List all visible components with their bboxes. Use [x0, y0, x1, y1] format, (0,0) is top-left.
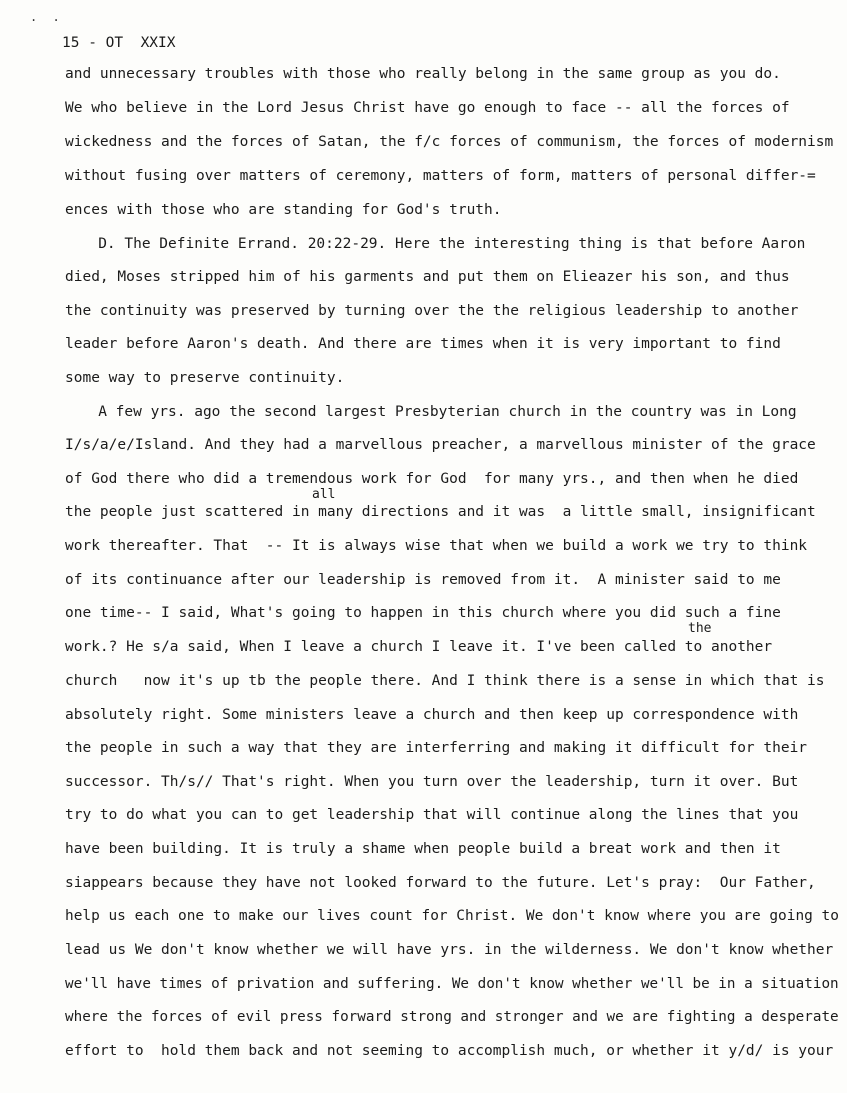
body-line: wickedness and the forces of Satan, the f/c forces of communism, the forces of modernism	[65, 134, 834, 150]
body-line: A few yrs. ago the second largest Presbyterian church in the country was in Long	[72, 404, 797, 420]
body-line: work.? He s/a said, When I leave a church I leave it. I've been called to another	[65, 639, 773, 655]
body-line: effort to hold them back and not seeming to accomplish much, or whether it y/d/ is your	[65, 1043, 834, 1059]
body-line: successor. Th/s// That's right. When you turn over the leadership, turn it over. But	[65, 774, 799, 790]
body-line: work thereafter. That -- It is always wise that when we build a work we try to think	[65, 538, 808, 554]
body-line: some way to preserve continuity.	[65, 370, 345, 386]
interlinear-insertion-all: all	[312, 487, 336, 502]
body-line: try to do what you can to get leadership that will continue along the lines that you	[65, 807, 799, 823]
body-line: absolutely right. Some ministers leave a church and then keep up correspondence with	[65, 707, 799, 723]
body-line: and unnecessary troubles with those who really belong in the same group as you do.	[65, 66, 781, 82]
page-header: 15 - OT XXIX	[62, 35, 176, 51]
body-line: one time-- I said, What's going to happen in this church where you did such a fine	[65, 605, 781, 621]
body-line: help us each one to make our lives count for Christ. We don't know where you are going to	[65, 908, 839, 924]
body-line: where the forces of evil press forward strong and stronger and we are fighting a desperate	[65, 1009, 839, 1025]
body-line: the people just scattered in many directions and it was a little small, insignificant	[65, 504, 816, 520]
body-line: siappears because they have not looked forward to the future. Let's pray: Our Father,	[65, 875, 816, 891]
body-line: the continuity was preserved by turning over the the religious leadership to another	[65, 303, 799, 319]
body-line: we'll have times of privation and suffering. We don't know whether we'll be in a situation	[65, 976, 839, 992]
body-line: of its continuance after our leadership is removed from it. A minister said to me	[65, 572, 781, 588]
interlinear-insertion-the: the	[688, 621, 712, 636]
body-line: of God there who did a tremendous work for God for many yrs., and then when he died	[65, 471, 799, 487]
body-line: died, Moses stripped him of his garments and put them on Elieazer his son, and thus	[65, 269, 790, 285]
body-line: lead us We don't know whether we will have yrs. in the wilderness. We don't know whether	[65, 942, 834, 958]
body-line: the people in such a way that they are interferring and making it difficult for their	[65, 740, 808, 756]
corner-marks: . .	[30, 10, 64, 24]
body-line: without fusing over matters of ceremony, matters of form, matters of personal differ-=	[65, 168, 816, 184]
body-line: I/s/a/e/Island. And they had a marvellous preacher, a marvellous minister of the grace	[65, 437, 816, 453]
body-line: D. The Definite Errand. 20:22-29. Here the interesting thing is that before Aaron	[72, 236, 806, 252]
body-line: We who believe in the Lord Jesus Christ have go enough to face -- all the forces of	[65, 100, 790, 116]
body-line: ences with those who are standing for God's truth.	[65, 202, 502, 218]
body-line: church now it's up tb the people there. And I think there is a sense in which that is	[65, 673, 825, 689]
body-line: have been building. It is truly a shame when people build a breat work and then it	[65, 841, 781, 857]
body-line: leader before Aaron's death. And there are times when it is very important to find	[65, 336, 781, 352]
